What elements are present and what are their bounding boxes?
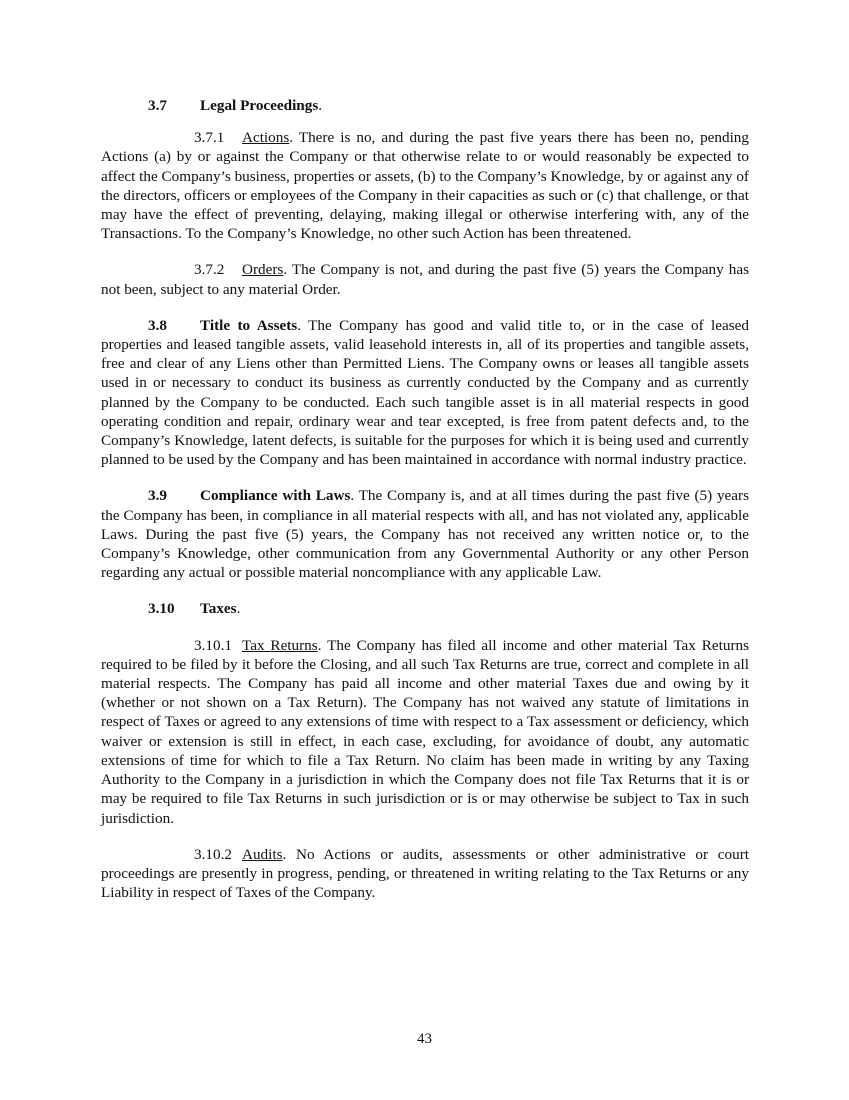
subsection-title: Actions: [242, 129, 290, 147]
section-number: 3.8: [148, 316, 167, 334]
subsection-number: 3.10.1: [194, 636, 232, 654]
paragraph-3-9: [101, 486, 749, 582]
section-3-10-heading: [148, 599, 749, 618]
section-title: Taxes: [200, 600, 237, 618]
paragraph-text: . The Company is not, and during the past five (5) years the Company has not been, subject to any material Order.: [101, 261, 749, 298]
paragraph-3-7-1: [101, 128, 749, 243]
section-title: Compliance with Laws: [200, 487, 351, 505]
paragraph-text: . The Company has good and valid title to, or in the case of leased properties and leased tangible assets, valid leasehold interests in, all of its properties and tangible assets, free and clear of any Liens other than Permitted Liens. The Company owns or leases all tangible assets used in or necessary to conduct its business as currently conducted by the Company and as currently planned by the Company to be conducted. Each such tangible asset is in all material respects in good operating condition and repair, ordinary wear and tear excepted, is free from patent defects and, to the Company’s Knowledge, latent defects, is suitable for the purposes for which it is being used and currently planned to be used by the Company and has been maintained in accordance with normal industry practice.: [101, 316, 749, 469]
paragraph-3-7-2: [101, 260, 749, 298]
subsection-title: Tax Returns: [242, 636, 318, 654]
paragraph-text: . The Company has filed all income and other material Tax Returns required to be filed by it before the Closing, and all such Tax Returns are true, correct and complete in all material respects. The Company has paid all income and other material Taxes due and owing by it (whether or not shown on a Tax Return). The Company has not waived any statute of limitations in respect of Taxes or agreed to any extensions of time with respect to a Tax assessment or deficiency, which waiver or extension is still in effect, in each case, excluding, for avoidance of doubt, any automatic extensions of time for which to file a Tax Return. No claim has been made in writing by any Taxing Authority to the Company in a jurisdiction in which the Company does not file Tax Returns that it is or may be required to file Tax Returns in such jurisdiction or is or may otherwise be subject to Tax in such jurisdiction.: [101, 636, 750, 827]
subsection-number: 3.7.2: [194, 261, 225, 279]
subsection-title: Audits: [242, 845, 283, 863]
subsection-number: 3.7.1: [194, 129, 225, 147]
section-title: Title to Assets: [200, 316, 298, 334]
paragraph-3-10-1: [101, 636, 749, 828]
paragraph-3-8: [101, 316, 749, 470]
section-title-end: .: [318, 97, 323, 114]
paragraph-3-10-2: [101, 845, 749, 903]
paragraph-text: . The Company is, and at all times during the past five (5) years the Company has been, in compliance in all material respects with all, and has not violated any, applicable Laws. During the past five (5) years, the Company has not received any written notice or, to the Company’s Knowledge, other communication from any Governmental Authority or any other Person regarding any actual or possible material noncompliance with any applicable Law.: [101, 487, 749, 582]
paragraph-text: . No Actions or audits, assessments or other administrative or court proceedings are presently in progress, pending, or threatened in writing relating to the Tax Returns or any Liability in respect of Taxes of the Company.: [101, 845, 749, 902]
section-number: 3.9: [148, 487, 167, 505]
section-title-end: .: [236, 600, 241, 618]
subsection-title: Orders: [242, 261, 284, 279]
document-page: [101, 96, 749, 902]
paragraph-text: . There is no, and during the past five years there has been no, pending Actions (a) by or against the Company or that otherwise relate to or would reasonably be expected to affect the Company’s business, properties or assets, (b) to the Company’s Knowledge, by or against any of the directors, officers or employees of the Company in their capacities as such or (c) that challenge, or that may have the effect of preventing, delaying, making illegal or otherwise interfering with, any of the Transactions. To the Company’s Knowledge, no other such Action has been threatened.: [101, 129, 749, 243]
section-number: 3.7: [148, 97, 167, 114]
section-3-7-heading: [148, 96, 749, 115]
page-number: 43: [417, 1031, 432, 1047]
section-number: 3.10: [148, 600, 175, 618]
subsection-number: 3.10.2: [194, 845, 232, 863]
section-title: Legal Proceedings: [200, 97, 319, 114]
